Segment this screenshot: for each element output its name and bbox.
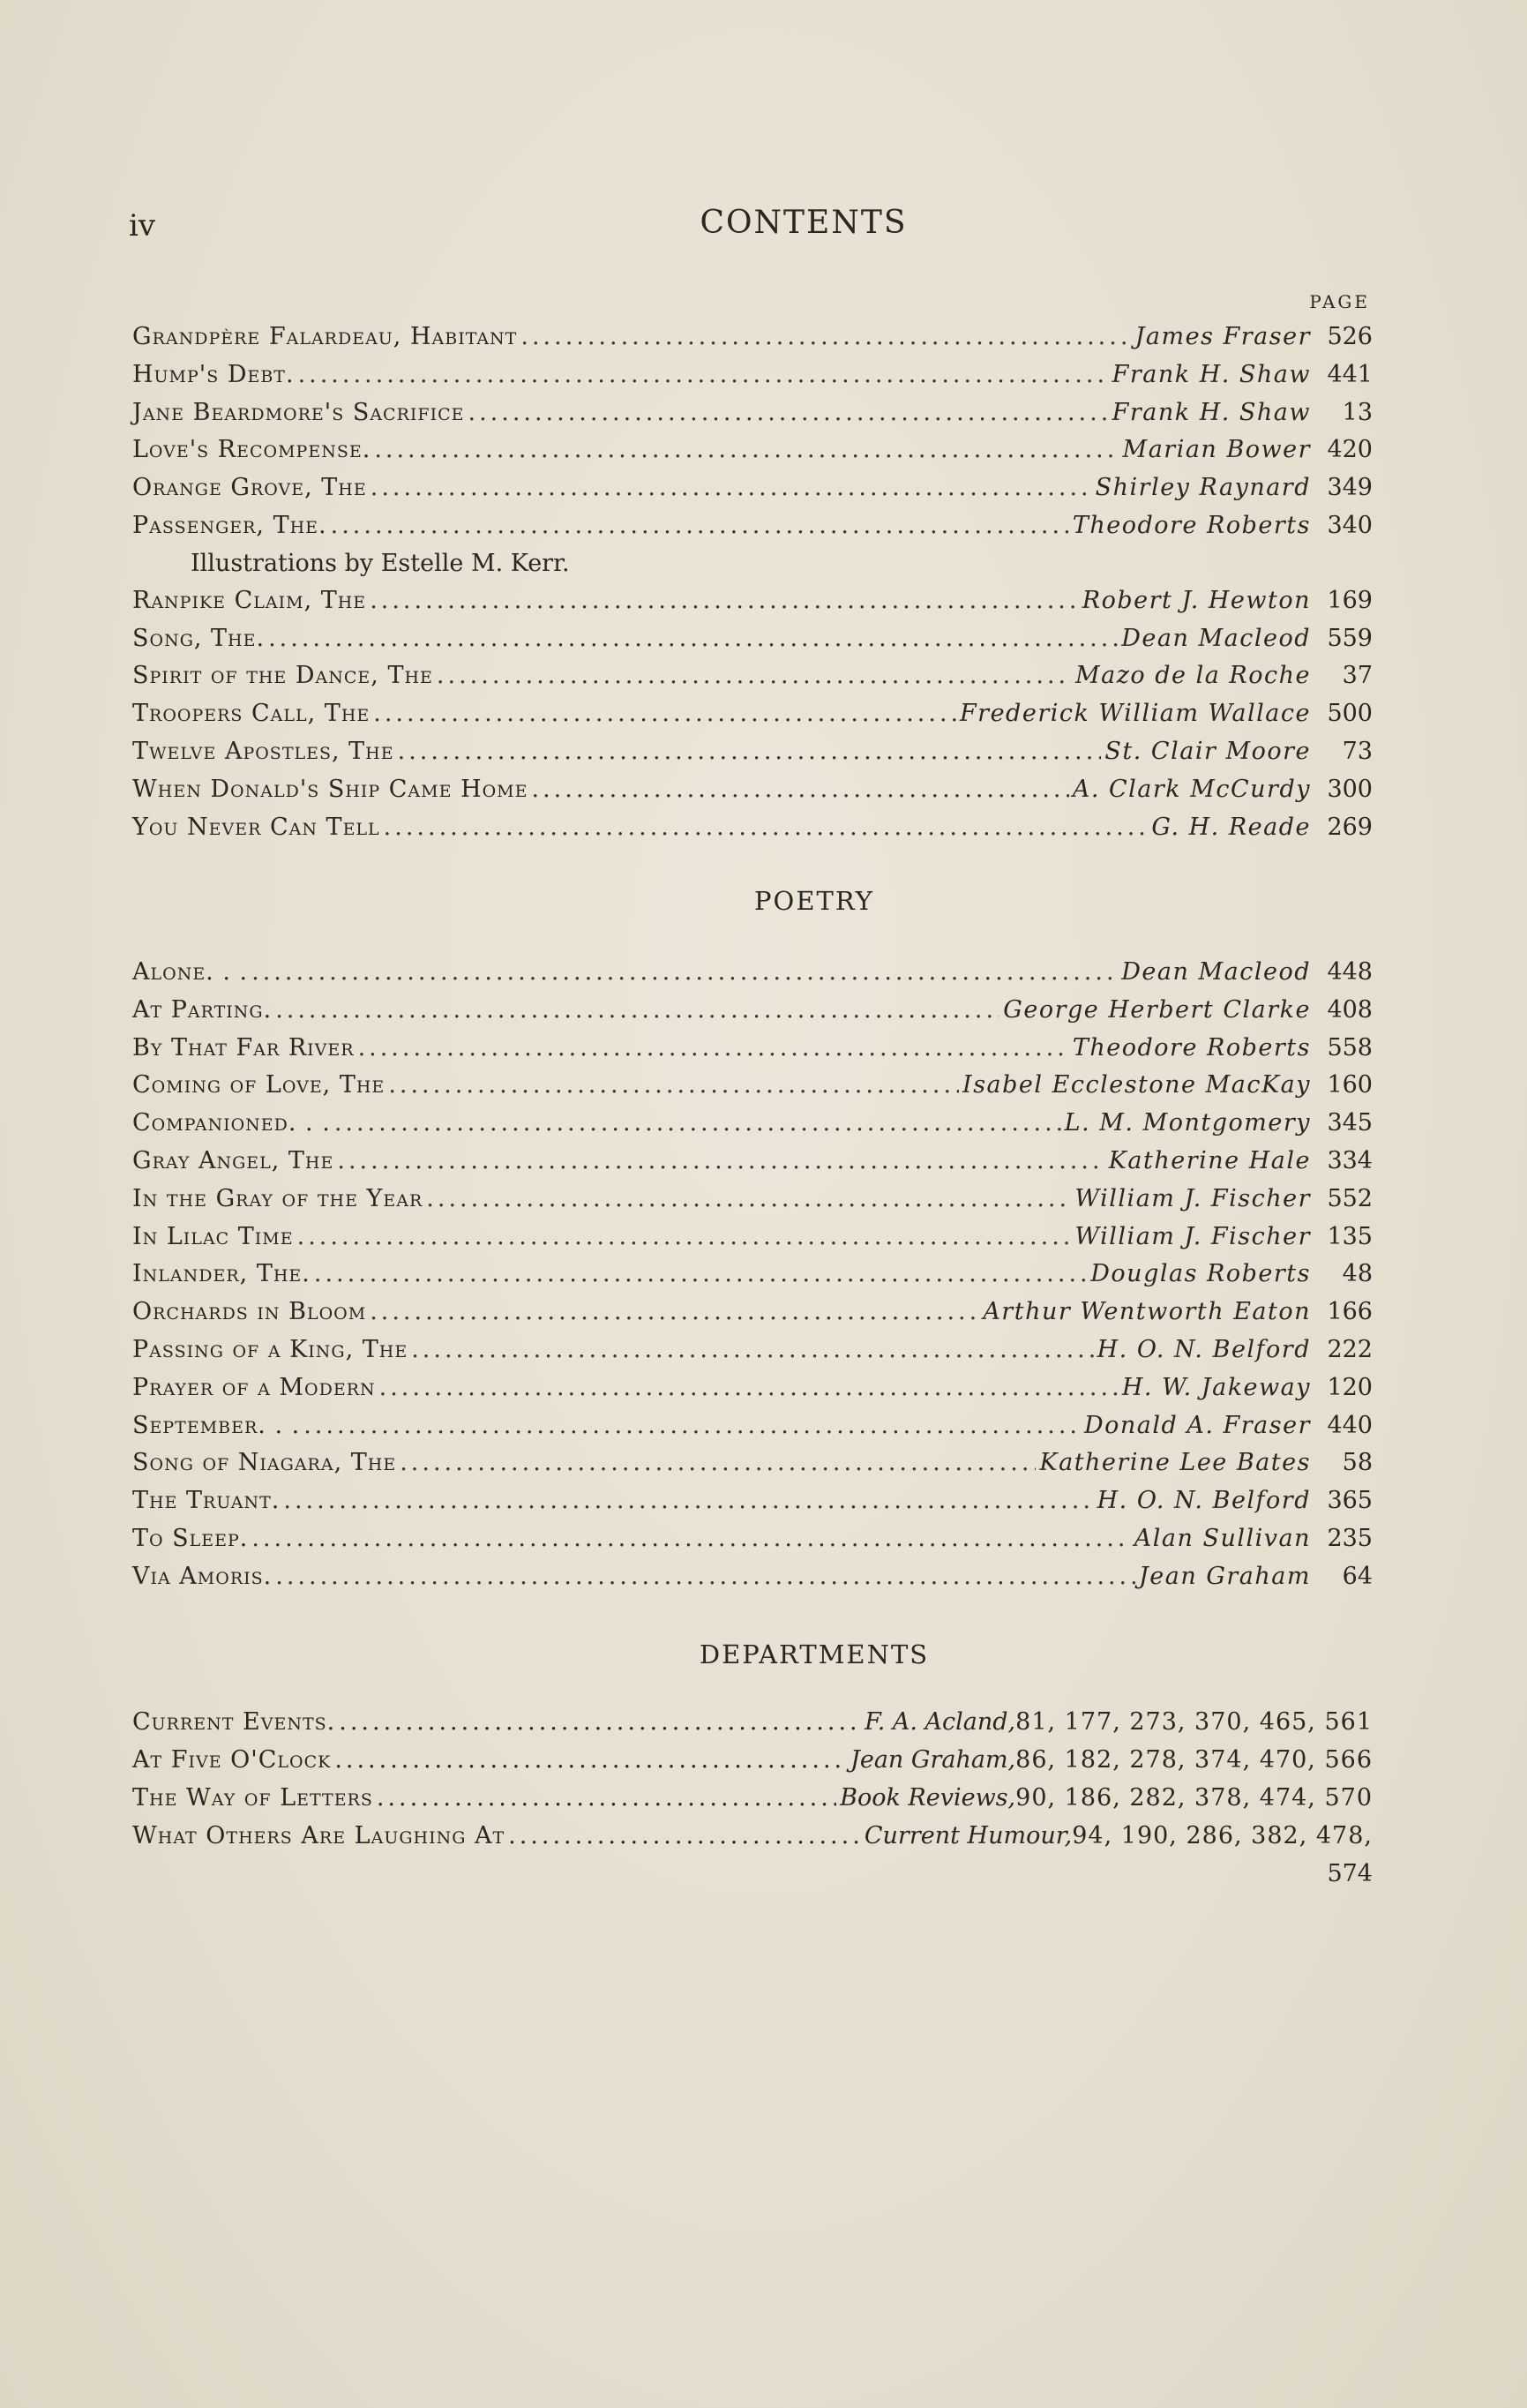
entry-title: Orange Grove, The bbox=[132, 474, 367, 502]
leader-dots bbox=[251, 958, 1118, 986]
leader-dots bbox=[384, 814, 1149, 841]
illustration-note: Illustrations by Estelle M. Kerr. bbox=[191, 549, 570, 577]
stories-list bbox=[132, 323, 1373, 851]
entry-pages: 94, 190, 286, 382, 478, bbox=[1072, 1822, 1373, 1849]
list-item bbox=[132, 1260, 1373, 1298]
leader-dots bbox=[520, 323, 1131, 350]
leader-dots bbox=[331, 512, 1069, 539]
section-heading-poetry: POETRY bbox=[754, 886, 874, 916]
list-item bbox=[132, 474, 1373, 512]
entry-page: 13 bbox=[1342, 398, 1373, 426]
entry-title: Spirit of the Dance, The bbox=[132, 662, 433, 690]
entry-page: 269 bbox=[1327, 813, 1373, 841]
entry-page: 558 bbox=[1327, 1033, 1373, 1061]
entry-author: Jean Graham, bbox=[850, 1746, 1016, 1774]
entry-author: Current Humour, bbox=[864, 1822, 1073, 1849]
list-item bbox=[132, 1223, 1373, 1261]
entry-page: 440 bbox=[1327, 1411, 1373, 1439]
leader-dots bbox=[283, 1487, 1093, 1514]
leader-dots bbox=[337, 1147, 1104, 1174]
entry-author: Jean Graham bbox=[1138, 1562, 1311, 1590]
entry-page: 526 bbox=[1327, 323, 1373, 350]
entry-author: George Herbert Clarke bbox=[1003, 995, 1311, 1024]
list-item bbox=[132, 1147, 1373, 1185]
entry-author: F. A. Acland, bbox=[865, 1708, 1016, 1736]
entry-author: Theodore Roberts bbox=[1072, 1033, 1311, 1061]
list-item bbox=[132, 1298, 1373, 1336]
entry-pages: 81, 177, 273, 370, 465, 561 bbox=[1015, 1708, 1373, 1736]
list-item bbox=[132, 1336, 1373, 1374]
leader-dots bbox=[379, 1374, 1119, 1401]
entry-title: Companioned. . . bbox=[132, 1109, 331, 1137]
entry-title: What Others Are Laughing At bbox=[132, 1822, 505, 1849]
entry-title: Gray Angel, The bbox=[132, 1146, 334, 1174]
entry-page: 300 bbox=[1327, 775, 1373, 803]
entry-author: Mazo de la Roche bbox=[1074, 662, 1311, 690]
departments-list bbox=[132, 1708, 1373, 1895]
list-item bbox=[132, 776, 1373, 814]
entry-page: 73 bbox=[1342, 737, 1373, 765]
list-item bbox=[132, 1784, 1373, 1822]
entry-title: By That Far River bbox=[132, 1033, 355, 1061]
poetry-list bbox=[132, 958, 1373, 1601]
leader-dots bbox=[468, 399, 1108, 426]
entry-author: Dean Macleod bbox=[1121, 958, 1311, 986]
leader-dots bbox=[334, 1746, 847, 1774]
list-item bbox=[132, 1412, 1373, 1450]
entry-page: 64 bbox=[1342, 1562, 1373, 1590]
poetry-section bbox=[132, 886, 1373, 916]
entry-author: Frank H. Shaw bbox=[1112, 398, 1311, 426]
entry-page: 37 bbox=[1342, 662, 1373, 690]
list-item bbox=[132, 700, 1373, 738]
entry-author: Donald A. Fraser bbox=[1083, 1411, 1311, 1439]
leader-dots bbox=[437, 662, 1072, 689]
entry-title: September. . . bbox=[132, 1411, 301, 1439]
list-item bbox=[132, 996, 1373, 1034]
folio: iv bbox=[129, 208, 156, 244]
entry-author: Dean Macleod bbox=[1121, 624, 1311, 652]
list-item bbox=[132, 958, 1373, 996]
entry-page: 166 bbox=[1327, 1298, 1373, 1326]
entry-title: Passing of a King, The bbox=[132, 1335, 408, 1363]
entry-page: 349 bbox=[1327, 474, 1373, 502]
entry-title: Inlander, The. bbox=[132, 1260, 311, 1288]
entry-page: 559 bbox=[1327, 624, 1373, 652]
list-item bbox=[132, 662, 1373, 700]
leader-dots bbox=[400, 1449, 1036, 1476]
entry-author: Katherine Lee Bates bbox=[1039, 1449, 1311, 1477]
leader-dots bbox=[532, 776, 1069, 803]
entry-page: 340 bbox=[1327, 511, 1373, 539]
entry-title: Grandpère Falardeau, Habitant bbox=[132, 323, 518, 350]
entry-author: Shirley Raynard bbox=[1095, 474, 1311, 502]
entry-author: Robert J. Hewton bbox=[1082, 586, 1311, 614]
list-item bbox=[132, 323, 1373, 361]
entry-title: Prayer of a Modern bbox=[132, 1373, 376, 1401]
list-item bbox=[132, 1185, 1373, 1223]
list-item bbox=[132, 1109, 1373, 1147]
entry-page: 552 bbox=[1327, 1184, 1373, 1212]
leader-dots bbox=[370, 587, 1079, 614]
leader-dots bbox=[334, 1109, 1061, 1136]
leader-dots bbox=[251, 1525, 1130, 1552]
entry-title: To Sleep. bbox=[132, 1524, 249, 1552]
entry-page: 160 bbox=[1327, 1071, 1373, 1099]
entry-author: St. Clair Moore bbox=[1104, 737, 1311, 765]
list-item bbox=[132, 1525, 1373, 1563]
entry-title: Song, The. bbox=[132, 624, 266, 652]
entry-page: 48 bbox=[1342, 1260, 1373, 1288]
entry-title: You Never Can Tell bbox=[132, 813, 380, 841]
departments-section bbox=[132, 1639, 1373, 1669]
list-item bbox=[132, 436, 1373, 474]
entry-title: Troopers Call, The bbox=[132, 700, 371, 728]
entry-page: 135 bbox=[1327, 1222, 1373, 1250]
leader-dots bbox=[303, 1412, 1081, 1439]
list-item bbox=[132, 587, 1373, 625]
entry-page: 345 bbox=[1327, 1109, 1373, 1137]
entry-page: 420 bbox=[1327, 436, 1373, 464]
leader-dots bbox=[374, 436, 1119, 463]
entry-title: In Lilac Time bbox=[132, 1222, 294, 1250]
entry-title: In the Gray of the Year bbox=[132, 1184, 423, 1212]
entry-page: 169 bbox=[1327, 586, 1373, 614]
list-item bbox=[132, 1487, 1373, 1525]
leader-dots bbox=[314, 1260, 1087, 1287]
list-item bbox=[132, 1071, 1373, 1109]
entry-page: 235 bbox=[1327, 1524, 1373, 1552]
entry-author: H. W. Jakeway bbox=[1121, 1373, 1311, 1401]
entry-page: 120 bbox=[1327, 1373, 1373, 1401]
leader-dots bbox=[388, 1071, 959, 1099]
entry-author: L. M. Montgomery bbox=[1064, 1109, 1311, 1137]
running-head bbox=[129, 205, 1373, 249]
entry-page: 222 bbox=[1327, 1335, 1373, 1363]
entry-title: Alone. . . bbox=[132, 958, 249, 986]
leader-dots bbox=[377, 1784, 836, 1812]
leader-dots bbox=[297, 1223, 1072, 1250]
list-item bbox=[132, 1822, 1373, 1860]
entry-page: 448 bbox=[1327, 958, 1373, 986]
entry-author: James Fraser bbox=[1134, 323, 1311, 350]
entry-author: Douglas Roberts bbox=[1090, 1260, 1311, 1288]
leader-dots bbox=[275, 996, 999, 1024]
leader-dots bbox=[358, 1034, 1069, 1061]
entry-title: Coming of Love, The bbox=[132, 1071, 385, 1099]
entry-title: Current Events. bbox=[132, 1708, 336, 1736]
entry-author: Frederick William Wallace bbox=[959, 700, 1311, 728]
entry-title: Song of Niagara, The bbox=[132, 1449, 397, 1477]
entry-author: H. O. N. Belford bbox=[1097, 1335, 1311, 1363]
entry-author: William J. Fischer bbox=[1074, 1184, 1311, 1212]
section-heading-departments: DEPARTMENTS bbox=[699, 1639, 930, 1669]
list-item bbox=[132, 814, 1373, 851]
entry-title: Via Amoris. bbox=[132, 1562, 273, 1590]
entry-author: Frank H. Shaw bbox=[1112, 360, 1311, 388]
leader-dots bbox=[508, 1822, 861, 1849]
entry-author: Theodore Roberts bbox=[1072, 511, 1311, 539]
list-item bbox=[132, 1374, 1373, 1412]
entry-page: 408 bbox=[1327, 995, 1373, 1024]
entry-title: Jane Beardmore's Sacrifice bbox=[132, 398, 465, 426]
entry-title: Love's Recompense. bbox=[132, 436, 371, 464]
entry-author: Isabel Ecclestone MacKay bbox=[962, 1071, 1311, 1099]
list-item bbox=[132, 625, 1373, 663]
entry-author: Alan Sullivan bbox=[1134, 1524, 1311, 1552]
leader-dots bbox=[268, 625, 1118, 652]
entry-author: G. H. Reade bbox=[1151, 813, 1311, 841]
leader-dots bbox=[398, 738, 1102, 765]
entry-page: 365 bbox=[1327, 1487, 1373, 1515]
entry-title: Hump's Debt. bbox=[132, 360, 295, 388]
entry-author: William J. Fischer bbox=[1074, 1222, 1311, 1250]
list-item bbox=[132, 1449, 1373, 1487]
entry-title: When Donald's Ship Came Home bbox=[132, 775, 528, 803]
entry-page: 334 bbox=[1327, 1146, 1373, 1174]
list-item bbox=[132, 1708, 1373, 1746]
entry-author: Marian Bower bbox=[1122, 436, 1311, 464]
entry-page: 58 bbox=[1342, 1449, 1373, 1477]
entry-author: Arthur Wentworth Eaton bbox=[983, 1298, 1311, 1326]
entry-title: Orchards in Bloom bbox=[132, 1298, 367, 1326]
entry-title: The Truant. bbox=[132, 1487, 281, 1515]
entry-pages-continuation: 574 bbox=[1327, 1860, 1373, 1887]
entry-title: The Way of Letters bbox=[132, 1784, 373, 1812]
list-item bbox=[132, 1563, 1373, 1601]
leader-dots bbox=[298, 361, 1109, 388]
page-title: CONTENTS bbox=[700, 205, 908, 241]
entry-page: 441 bbox=[1327, 360, 1373, 388]
entry-author: H. O. N. Belford bbox=[1097, 1487, 1311, 1515]
leader-dots bbox=[371, 474, 1092, 501]
list-item bbox=[132, 361, 1373, 399]
entry-author: Katherine Hale bbox=[1108, 1146, 1311, 1174]
leader-dots bbox=[373, 700, 956, 727]
leader-dots bbox=[426, 1185, 1071, 1212]
leader-dots bbox=[370, 1298, 979, 1325]
page-column-label: PAGE bbox=[1309, 291, 1370, 312]
leader-dots bbox=[339, 1708, 861, 1736]
entry-title: Twelve Apostles, The bbox=[132, 737, 394, 765]
entry-title: At Five O'Clock bbox=[132, 1746, 332, 1774]
entry-author: Book Reviews, bbox=[840, 1784, 1016, 1812]
entry-title: At Parting. bbox=[132, 995, 273, 1024]
entry-page: 500 bbox=[1327, 700, 1373, 728]
list-item bbox=[132, 1034, 1373, 1072]
leader-dots bbox=[275, 1563, 1135, 1590]
list-item bbox=[132, 512, 1373, 550]
entry-pages: 90, 186, 282, 378, 474, 570 bbox=[1015, 1784, 1373, 1812]
list-item bbox=[132, 1746, 1373, 1784]
list-item bbox=[132, 399, 1373, 437]
entry-title: Passenger, The. bbox=[132, 511, 327, 539]
leader-dots bbox=[411, 1336, 1093, 1363]
entry-title: Ranpike Claim, The bbox=[132, 586, 367, 614]
entry-pages: 86, 182, 278, 374, 470, 566 bbox=[1015, 1746, 1373, 1774]
list-item bbox=[132, 738, 1373, 776]
entry-author: A. Clark McCurdy bbox=[1072, 775, 1311, 803]
